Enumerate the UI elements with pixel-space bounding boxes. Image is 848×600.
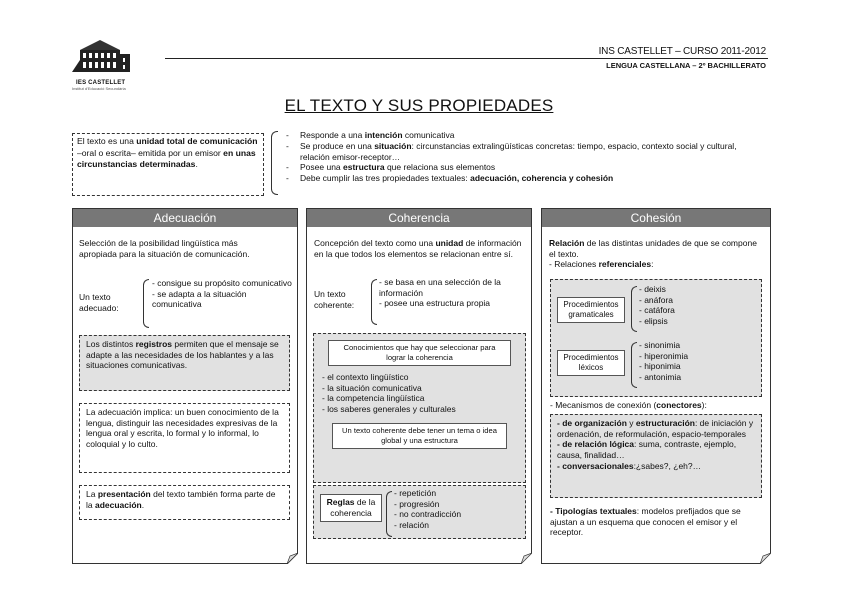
- header-subject: LENGUA CASTELLANA – 2º BACHILLERATO: [606, 61, 766, 70]
- referenciales-box: [550, 279, 762, 397]
- gram-list: [639, 284, 675, 327]
- list-item: - hiperonimia: [639, 350, 689, 361]
- logo-name: IES CASTELLET: [76, 80, 126, 86]
- list-item: - Debe cumplir las tres propiedades textuales: adecuación, coherencia y cohesión: [286, 173, 614, 184]
- cohesion-heading: Cohesión: [542, 209, 770, 227]
- lex-brace: [631, 342, 637, 388]
- page-title: EL TEXTO Y SUS PROPIEDADES: [284, 96, 554, 115]
- conector-relacion-logica: - de relación lógica: suma, contraste, ejemplo, causa, finalidad…: [557, 439, 737, 461]
- coherencia-brace: [371, 279, 377, 325]
- adecuacion-intro: Selección de la posibilidad lingüística más apropiada para la situación de comunicación.: [79, 238, 250, 259]
- reglas-label: Reglas de la coherencia: [320, 494, 382, 522]
- adecuacion-heading: Adecuación: [73, 209, 297, 227]
- list-item: - se adapta a la situación comunicativa: [152, 288, 247, 310]
- list-item: - no contradicción: [394, 509, 462, 520]
- header-rule: [165, 58, 768, 59]
- list-item: - elipsis: [639, 316, 668, 327]
- page-curl-icon: [521, 553, 532, 564]
- conector-organizacion: - de organización y estructuración: de iniciación y ordenación, de reformulación, espacio-temporales: [557, 418, 754, 439]
- reglas-box: [313, 485, 526, 539]
- intro-list: [286, 130, 766, 184]
- list-item: - antonimia: [639, 372, 682, 383]
- list-item: - deixis: [639, 284, 666, 294]
- list-item: - posee una estructura propia: [379, 298, 491, 309]
- coherencia-items: [379, 277, 529, 309]
- building-icon: [70, 38, 132, 74]
- page-curl-icon: [760, 553, 771, 564]
- implica-box: La adecuación implica: un buen conocimiento de la lengua, distinguir las necesidades expresivas de la lengua oral y escrita, lo formal y lo informal, lo coloquial y lo culto.: [79, 403, 290, 473]
- coherencia-column: [306, 208, 532, 564]
- list-item: - hiponimia: [639, 361, 681, 372]
- page-curl-icon: [287, 553, 298, 564]
- list-item: - la competencia lingüística: [322, 393, 425, 404]
- definition-box: El texto es una unidad total de comunicación –oral o escrita– emitida por un emisor en unas circunstancias determinadas.: [72, 133, 264, 196]
- list-item: - la situación comunicativa: [322, 382, 422, 393]
- list-item: - repetición: [394, 488, 437, 498]
- procedimientos-gramaticales: Procedimientos gramaticales: [557, 297, 625, 323]
- procedimientos-lexicos: Procedimientos léxicos: [557, 350, 625, 376]
- gram-brace: [631, 286, 637, 332]
- coherencia-heading: Coherencia: [307, 209, 531, 227]
- adecuacion-items: [152, 278, 292, 310]
- conocimientos-label: Conocimientos que hay que seleccionar para lograr la coherencia: [328, 340, 511, 366]
- registros-box: Los distintos registros permiten que el mensaje se adapte a las necesidades de los hablantes y a las situaciones comunicativas.: [79, 335, 290, 391]
- coherencia-label: Un texto coherente:: [314, 289, 355, 310]
- tipologias-text: - Tipologías textuales: modelos prefijados que se ajustan a un esquema que conocen el emisor y el receptor.: [550, 506, 741, 538]
- list-item: - los saberes generales y culturales: [322, 404, 456, 415]
- mecanismos-label: - Mecanismos de conexión (conectores):: [550, 400, 707, 410]
- adecuacion-label: Un texto adecuado:: [79, 292, 119, 313]
- list-item: - anáfora: [639, 294, 674, 305]
- tema-label: Un texto coherente debe tener un tema o idea global y una estructura: [332, 423, 507, 449]
- cohesion-column: [541, 208, 771, 564]
- school-logo: [70, 38, 140, 94]
- coherencia-intro: Concepción del texto como una unidad de información en la que todos los elementos se relacionan entre sí.: [314, 238, 522, 259]
- list-item: - consigue su propósito comunicativo: [152, 278, 292, 288]
- presentacion-box: La presentación del texto también forma parte de la adecuación.: [79, 485, 290, 520]
- conector-conversacionales: - conversacionales:¿sabes?, ¿eh?…: [557, 460, 702, 471]
- lex-list: [639, 340, 688, 383]
- reglas-brace: [386, 491, 392, 537]
- intro-brace: [271, 131, 278, 195]
- conocimientos-box: [313, 333, 526, 483]
- list-item: - Responde a una intención comunicativa: [286, 130, 455, 140]
- list-item: - progresión: [394, 498, 440, 509]
- list-item: - el contexto lingüístico: [322, 372, 409, 382]
- list-item: - Posee una estructura que relaciona sus elementos: [286, 162, 496, 173]
- conectores-box: [550, 414, 762, 498]
- list-item: - catáfora: [639, 305, 675, 316]
- adecuacion-column: [72, 208, 298, 564]
- list-item: - Se produce en una situación: circunstancias extralingüísticas concretas: tiempo, espacio, contexto social y cultural, relación emisor-receptor…: [286, 140, 737, 162]
- list-item: - sinonimia: [639, 340, 681, 350]
- header-course: INS CASTELLET – CURSO 2011-2012: [598, 46, 766, 57]
- logo-subtitle: Institut d'Educació Secundària: [72, 86, 126, 91]
- list-item: - relación: [394, 520, 429, 531]
- reglas-list: [394, 488, 461, 531]
- list-item: - se basa en una selección de la información: [379, 277, 501, 298]
- cohesion-intro: Relación de las distintas unidades de que se compone el texto. - Relaciones referenciales:: [549, 238, 757, 270]
- adecuacion-brace: [143, 279, 149, 328]
